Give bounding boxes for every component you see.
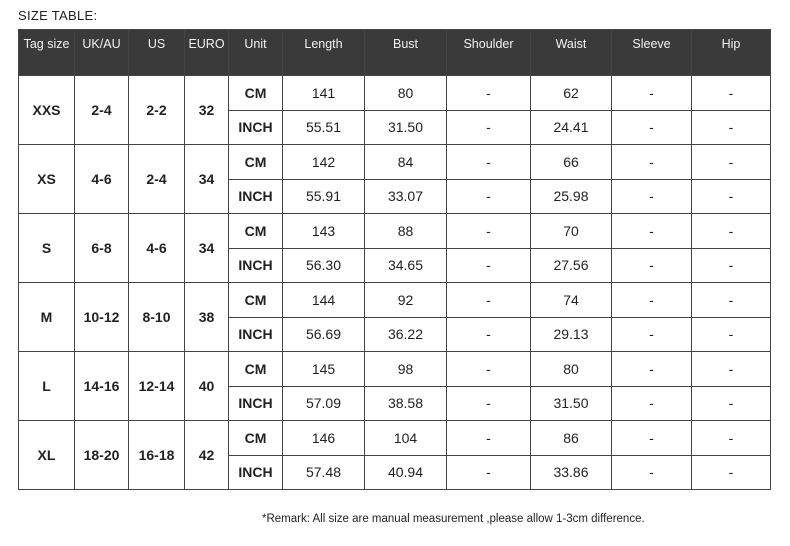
header-row bbox=[19, 30, 771, 76]
bust-cell: 98 bbox=[365, 352, 447, 387]
sleeve-cell: - bbox=[612, 145, 692, 180]
sleeve-cell: - bbox=[612, 76, 692, 111]
hip-cell: - bbox=[692, 386, 771, 421]
length-cell: 141 bbox=[283, 76, 365, 111]
shoulder-cell: - bbox=[447, 248, 531, 283]
hip-cell: - bbox=[692, 179, 771, 214]
bust-cell: 38.58 bbox=[365, 386, 447, 421]
bust-cell: 34.65 bbox=[365, 248, 447, 283]
header-length: Length bbox=[283, 30, 365, 76]
unit-cell: INCH bbox=[229, 179, 283, 214]
uk-au-cell: 14-16 bbox=[75, 352, 129, 421]
header-uk-au: UK/AU bbox=[75, 30, 129, 76]
waist-cell: 70 bbox=[531, 214, 612, 249]
table-row bbox=[19, 421, 771, 456]
uk-au-cell: 10-12 bbox=[75, 283, 129, 352]
remark-note: *Remark: All size are manual measurement ,please allow 1-3cm difference. bbox=[262, 513, 645, 525]
length-cell: 56.30 bbox=[283, 248, 365, 283]
header-shoulder: Shoulder bbox=[447, 30, 531, 76]
header-unit: Unit bbox=[229, 30, 283, 76]
unit-cell: CM bbox=[229, 283, 283, 318]
header-sleeve: Sleeve bbox=[612, 30, 692, 76]
uk-au-cell: 4-6 bbox=[75, 145, 129, 214]
shoulder-cell: - bbox=[447, 145, 531, 180]
sleeve-cell: - bbox=[612, 352, 692, 387]
table-row bbox=[19, 283, 771, 318]
length-cell: 56.69 bbox=[283, 317, 365, 352]
unit-cell: CM bbox=[229, 76, 283, 111]
shoulder-cell: - bbox=[447, 317, 531, 352]
length-cell: 146 bbox=[283, 421, 365, 456]
hip-cell: - bbox=[692, 352, 771, 387]
waist-cell: 29.13 bbox=[531, 317, 612, 352]
shoulder-cell: - bbox=[447, 179, 531, 214]
euro-cell: 40 bbox=[185, 352, 229, 421]
tag-size-cell: XL bbox=[19, 421, 75, 490]
shoulder-cell: - bbox=[447, 110, 531, 145]
tag-size-cell: XXS bbox=[19, 76, 75, 145]
waist-cell: 74 bbox=[531, 283, 612, 318]
uk-au-cell: 2-4 bbox=[75, 76, 129, 145]
hip-cell: - bbox=[692, 421, 771, 456]
tag-size-cell: M bbox=[19, 283, 75, 352]
bust-cell: 36.22 bbox=[365, 317, 447, 352]
unit-cell: INCH bbox=[229, 386, 283, 421]
shoulder-cell: - bbox=[447, 386, 531, 421]
sleeve-cell: - bbox=[612, 386, 692, 421]
bust-cell: 84 bbox=[365, 145, 447, 180]
header-us: US bbox=[129, 30, 185, 76]
unit-cell: INCH bbox=[229, 248, 283, 283]
us-cell: 16-18 bbox=[129, 421, 185, 490]
header-euro: EURO bbox=[185, 30, 229, 76]
bust-cell: 33.07 bbox=[365, 179, 447, 214]
hip-cell: - bbox=[692, 76, 771, 111]
hip-cell: - bbox=[692, 455, 771, 490]
waist-cell: 66 bbox=[531, 145, 612, 180]
euro-cell: 34 bbox=[185, 145, 229, 214]
us-cell: 12-14 bbox=[129, 352, 185, 421]
bust-cell: 88 bbox=[365, 214, 447, 249]
table-row bbox=[19, 214, 771, 249]
shoulder-cell: - bbox=[447, 421, 531, 456]
length-cell: 142 bbox=[283, 145, 365, 180]
waist-cell: 33.86 bbox=[531, 455, 612, 490]
us-cell: 4-6 bbox=[129, 214, 185, 283]
sleeve-cell: - bbox=[612, 317, 692, 352]
sleeve-cell: - bbox=[612, 179, 692, 214]
waist-cell: 25.98 bbox=[531, 179, 612, 214]
euro-cell: 34 bbox=[185, 214, 229, 283]
sleeve-cell: - bbox=[612, 421, 692, 456]
waist-cell: 86 bbox=[531, 421, 612, 456]
tag-size-cell: L bbox=[19, 352, 75, 421]
euro-cell: 38 bbox=[185, 283, 229, 352]
shoulder-cell: - bbox=[447, 455, 531, 490]
bust-cell: 80 bbox=[365, 76, 447, 111]
tag-size-cell: XS bbox=[19, 145, 75, 214]
table-row bbox=[19, 76, 771, 111]
length-cell: 144 bbox=[283, 283, 365, 318]
shoulder-cell: - bbox=[447, 76, 531, 111]
header-bust: Bust bbox=[365, 30, 447, 76]
uk-au-cell: 18-20 bbox=[75, 421, 129, 490]
bust-cell: 31.50 bbox=[365, 110, 447, 145]
length-cell: 57.48 bbox=[283, 455, 365, 490]
length-cell: 57.09 bbox=[283, 386, 365, 421]
unit-cell: CM bbox=[229, 421, 283, 456]
waist-cell: 24.41 bbox=[531, 110, 612, 145]
waist-cell: 27.56 bbox=[531, 248, 612, 283]
shoulder-cell: - bbox=[447, 352, 531, 387]
hip-cell: - bbox=[692, 317, 771, 352]
shoulder-cell: - bbox=[447, 283, 531, 318]
unit-cell: INCH bbox=[229, 455, 283, 490]
sleeve-cell: - bbox=[612, 248, 692, 283]
unit-cell: CM bbox=[229, 352, 283, 387]
sleeve-cell: - bbox=[612, 110, 692, 145]
bust-cell: 92 bbox=[365, 283, 447, 318]
tag-size-cell: S bbox=[19, 214, 75, 283]
length-cell: 55.91 bbox=[283, 179, 365, 214]
us-cell: 2-2 bbox=[129, 76, 185, 145]
us-cell: 2-4 bbox=[129, 145, 185, 214]
unit-cell: INCH bbox=[229, 317, 283, 352]
bust-cell: 40.94 bbox=[365, 455, 447, 490]
header-tag-size: Tag size bbox=[19, 30, 75, 76]
hip-cell: - bbox=[692, 248, 771, 283]
length-cell: 145 bbox=[283, 352, 365, 387]
hip-cell: - bbox=[692, 145, 771, 180]
table-row bbox=[19, 145, 771, 180]
size-table bbox=[18, 29, 771, 490]
hip-cell: - bbox=[692, 110, 771, 145]
shoulder-cell: - bbox=[447, 214, 531, 249]
length-cell: 143 bbox=[283, 214, 365, 249]
table-row bbox=[19, 352, 771, 387]
unit-cell: CM bbox=[229, 214, 283, 249]
euro-cell: 42 bbox=[185, 421, 229, 490]
sleeve-cell: - bbox=[612, 214, 692, 249]
unit-cell: CM bbox=[229, 145, 283, 180]
sleeve-cell: - bbox=[612, 455, 692, 490]
hip-cell: - bbox=[692, 283, 771, 318]
length-cell: 55.51 bbox=[283, 110, 365, 145]
header-hip: Hip bbox=[692, 30, 771, 76]
header-waist: Waist bbox=[531, 30, 612, 76]
euro-cell: 32 bbox=[185, 76, 229, 145]
waist-cell: 80 bbox=[531, 352, 612, 387]
us-cell: 8-10 bbox=[129, 283, 185, 352]
waist-cell: 62 bbox=[531, 76, 612, 111]
bust-cell: 104 bbox=[365, 421, 447, 456]
waist-cell: 31.50 bbox=[531, 386, 612, 421]
uk-au-cell: 6-8 bbox=[75, 214, 129, 283]
unit-cell: INCH bbox=[229, 110, 283, 145]
sleeve-cell: - bbox=[612, 283, 692, 318]
hip-cell: - bbox=[692, 214, 771, 249]
page-title: SIZE TABLE: bbox=[18, 8, 98, 23]
